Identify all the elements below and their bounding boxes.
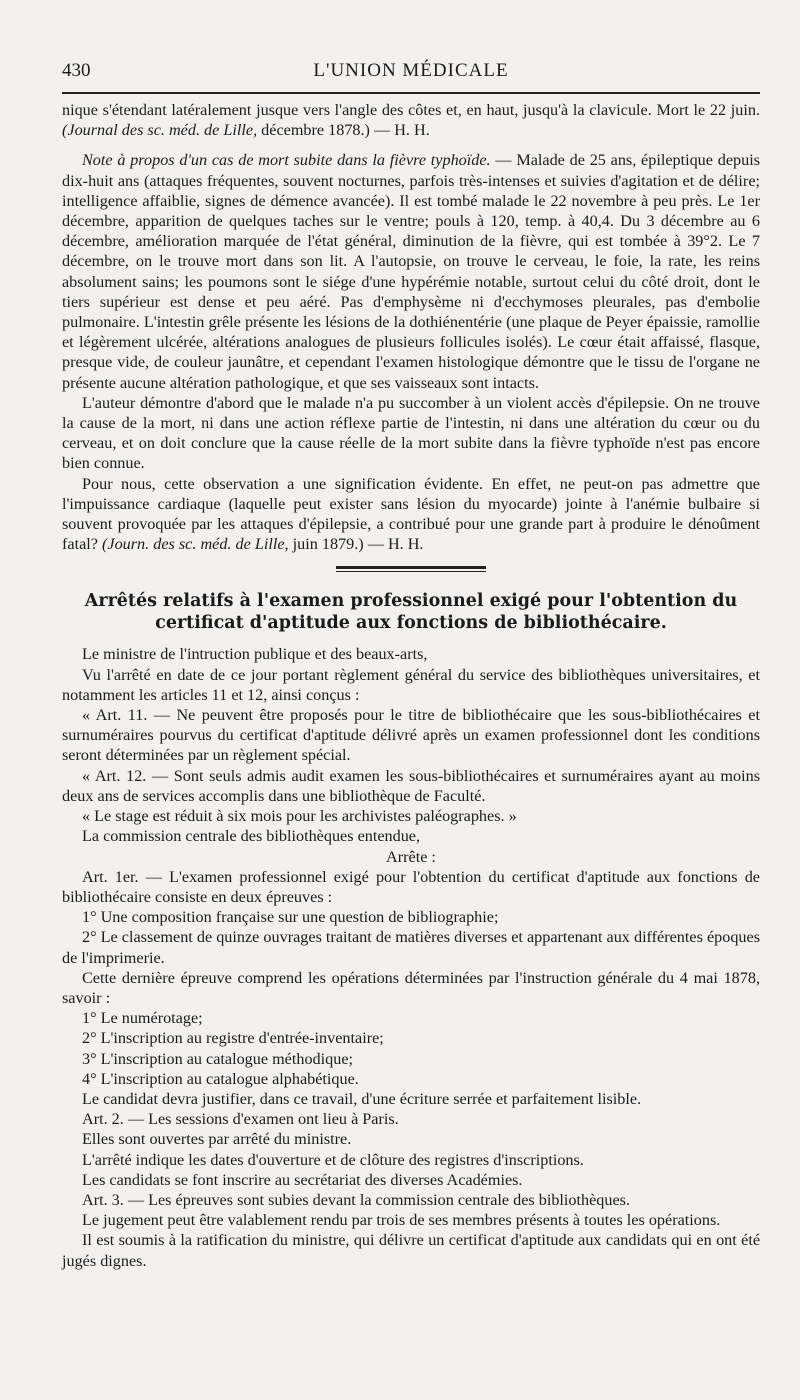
decree-article: Elles sont ouvertes par arrêté du ministre.: [82, 1130, 352, 1149]
article2-para3: [62, 474, 760, 555]
decree-arrete: Arrête :: [386, 847, 436, 866]
page-body: [62, 100, 760, 1271]
decree-article: Cette dernière épreuve comprend les opérations déterminées par l'instruction générale du 4 mai 1878, savoir :: [62, 968, 760, 1007]
decree-article: Les candidats se font inscrire au secrétariat des diverses Académies.: [82, 1170, 523, 1189]
article1-citation: (Journal des sc. méd. de Lille,: [62, 121, 258, 140]
decree-article: 1° Une composition française sur une question de bibliographie;: [82, 908, 499, 927]
decree-article: Le jugement peut être valablement rendu par trois de ses membres présents à toutes les opérations.: [82, 1211, 721, 1230]
article2-para1-text: — Malade de 25 ans, épileptique depuis dix-huit ans (attaques fréquentes, souvent nocturnes, parfois très-intenses et suivies d'agitation et de délire; intelligence affaiblie, signes de démence avancée). Il est tombé malade le 22 novembre à peu près. Le 1er décembre, apparition de quelques taches sur le ventre; pouls à 120, temp. à 40,4. Du 3 décembre au 6 décembre, amélioration marquée de l'état général, diminution de la fièvre, qui est tombée à 39°2. Le 7 décembre, on le trouve mort dans son lit. A l'autopsie, on trouve le cerveau, le foie, la rate, les reins absolument sains; les poumons sont le siége d'une hypérémie notable, surtout celui du côté droit, dont le tiers supérieur est dense et peu aéré. Pas d'emphysème ni d'ecchymoses pleurales, pas d'embolie pulmonaire. L'intestin grêle présente les lésions de la dothiénentérie (une plaque de Peyer épaissie, ramollie et légèrement ulcérée, altérations analogues de plusieurs follicules isolés). Le cœur était affaissé, flasque, presque vide, de couleur jaunâtre, et cependant l'examen histologique démontre que le tissu de l'organe ne présente aucune altération pathologique, et que ses vaisseaux sont intacts.: [62, 151, 761, 392]
decree-article: 4° L'inscription au catalogue alphabétique.: [82, 1069, 359, 1088]
decree-article: 3° L'inscription au catalogue méthodique;: [82, 1049, 354, 1068]
article2-para2: L'auteur démontre d'abord que le malade n'a pu succomber à un violent accès d'épilepsie. On ne trouve la cause de la mort, ni dans une action réflexe partie de l'intestin, ni dans une altération du cœur ou du cerveau, et on doit conclure que la cause réelle de la mort subite dans la fièvre typhoïde n'est pas encore bien connue.: [62, 393, 760, 473]
decree-line: La commission centrale des bibliothèques entendue,: [82, 827, 421, 846]
decree-line: « Art. 12. — Sont seuls admis audit examen les sous-bibliothécaires et surnuméraires ayant au moins deux ans de services accomplis dans une bibliothèque de Faculté.: [62, 766, 760, 805]
decree-article: 2° L'inscription au registre d'entrée-inventaire;: [82, 1029, 384, 1048]
article2-para3-citation: (Journ. des sc. méd. de Lille,: [102, 535, 289, 554]
decree-article: 1° Le numérotage;: [82, 1009, 203, 1028]
decree-article: L'arrêté indique les dates d'ouverture et de clôture des registres d'inscriptions.: [82, 1150, 584, 1169]
decree-line: « Art. 11. — Ne peuvent être proposés pour le titre de bibliothécaire que les sous-bibliothécaires et surnuméraires pourvus du certificat d'aptitude délivré après un examen professionnel dont les conditions seront déterminées par un règlement spécial.: [62, 706, 760, 765]
decree-line: Vu l'arrêté en date de ce jour portant règlement général du service des bibliothèques universitaires, et notamment les articles 11 et 12, ainsi conçus :: [62, 665, 760, 704]
decree-article: 2° Le classement de quinze ouvrages traitant de matières diverses et appartenant aux différentes époques de l'imprimerie.: [62, 928, 760, 967]
page-number: 430: [62, 60, 91, 81]
decree-article: Art. 1er. — L'examen professionnel exigé pour l'obtention du certificat d'aptitude aux fonctions de bibliothécaire consiste en deux épreuves :: [62, 867, 760, 906]
decree-article: Le candidat devra justifier, dans ce travail, d'une écriture serrée et parfaitement lisible.: [82, 1089, 642, 1108]
running-title: L'UNION MÉDICALE: [313, 60, 509, 81]
decree-title: Arrêtés relatifs à l'examen professionnel exigé pour l'obtention du certificat d'aptitude aux fonctions de bibliothécaire.: [84, 591, 738, 634]
decree-article: Il est soumis à la ratification du ministre, qui délivre un certificat d'aptitude aux candidats qui en ont été jugés dignes.: [62, 1231, 760, 1270]
article2-para3-text: Pour nous, cette observation a une signification évidente. En effet, ne peut-on pas admettre que l'impuissance cardiaque (laquelle peut exister sans lésion du myocarde) jointe à l'anémie bulbaire si souvent provoquée par les attaques d'épilepsie, a contribué pour une grande part à produire le dénoûment fatal?: [62, 474, 760, 554]
decree-article: Art. 2. — Les sessions d'examen ont lieu à Paris.: [82, 1110, 399, 1129]
page-header: [62, 60, 760, 90]
article1-citation-end: décembre 1878.) — H. H.: [257, 121, 430, 140]
article1-tail: [62, 100, 760, 140]
decree-line: « Le stage est réduit à six mois pour les archivistes paléographes. »: [82, 807, 517, 826]
article2-title: Note à propos d'un cas de mort subite dans la fièvre typhoïde.: [82, 151, 491, 170]
decree-line: Le ministre de l'intruction publique et des beaux-arts,: [82, 645, 428, 664]
article2-para3-end: juin 1879.) — H. H.: [288, 535, 424, 554]
section-divider: [336, 566, 486, 572]
article2-para1: [62, 150, 760, 392]
article1-text: nique s'étendant latéralement jusque vers l'angle des côtes et, en haut, jusqu'à la clavicule. Mort le 22 juin.: [62, 101, 760, 119]
header-rule: [62, 92, 760, 94]
decree-article: Art. 3. — Les épreuves sont subies devant la commission centrale des bibliothèques.: [82, 1190, 631, 1209]
